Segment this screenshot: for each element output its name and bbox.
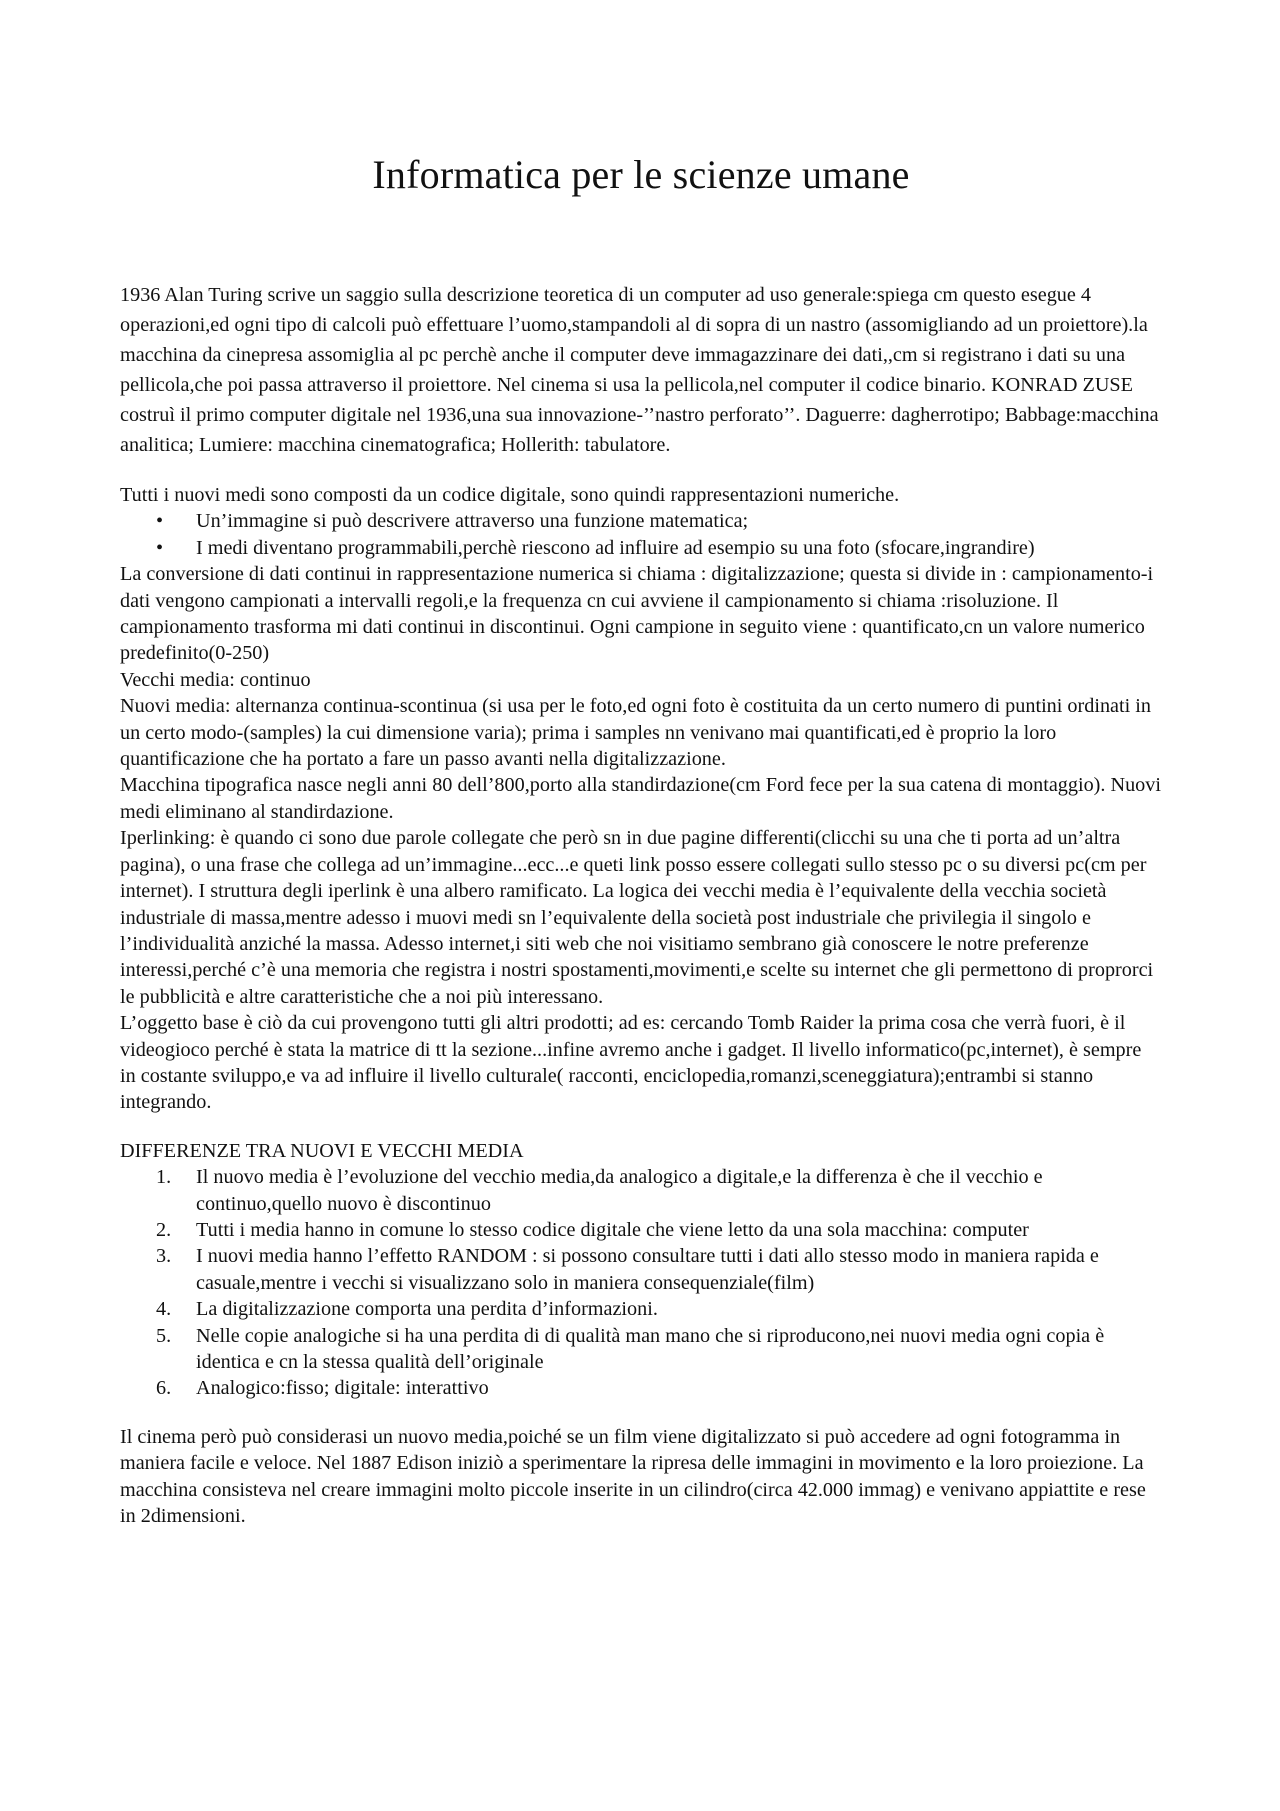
list-item-text: I nuovi media hanno l’effetto RANDOM : si possono consultare tutti i dati allo stesso modo in maniera rapida e casuale,mentre i vecchi si visualizzano solo in maniera consequenziale(film): [196, 1245, 1099, 1294]
list-number: 1.: [156, 1166, 172, 1189]
list-item: [156, 1164, 1162, 1217]
bullet-list: [120, 508, 1162, 561]
bullet-mark: •: [156, 536, 164, 559]
list-item: [156, 1296, 1162, 1322]
list-item: [156, 508, 1162, 534]
paragraph-digital-code: Tutti i nuovi medi sono composti da un codice digitale, sono quindi rappresentazioni numeriche.: [120, 484, 900, 506]
list-number: 4.: [156, 1298, 172, 1321]
paragraph-old-media: Vecchi media: continuo: [120, 668, 311, 691]
list-item-text: La digitalizzazione comporta una perdita d’informazioni.: [196, 1298, 658, 1321]
list-item-text: Analogico:fisso; digitale: interattivo: [196, 1377, 489, 1400]
list-number: 6.: [156, 1377, 172, 1400]
list-item: [156, 1243, 1162, 1296]
spacer: [120, 460, 1162, 482]
paragraph-hyperlinking: Iperlinking: è quando ci sono due parole collegate che però sn in due pagine differenti(clicchi su una che ti porta ad un’altra pagina), o una frase che collega ad un’immagine...ecc...e queti link posso essere collegati sullo stesso pc o su diversi pc(cm per internet). I struttura degli iperlink è una albero ramificato. La logica dei vecchi media è l’equivalente della vecchia società industriale di massa,mentre adesso i muovi medi sn l’equivalente della società post industriale che privilegia il singolo e l’individualità anziché la massa. Adesso internet,i siti web che noi visitiamo sembrano già conoscere le notre preferenze interessi,perché c’è una memoria che registra i nostri spostamenti,movimenti,e scelte su internet che gli permettono di proprorci le pubblicità e altre caratteristiche che a noi più interessano.: [120, 827, 1154, 1008]
paragraph-base-object: L’oggetto base è ciò da cui provengono tutti gli altri prodotti; ad es: cercando Tomb Raider la prima cosa che verrà fuori, è il videogioco perché è stata la matrice di tt la sezione...infine avremo anche i gadget. Il livello informatico(pc,internet), è sempre in costante sviluppo,e va ad influire il livello culturale( racconti, enciclopedia,romanzi,sceneggiatura);entrambi si stanno integrando.: [120, 1012, 1142, 1114]
paragraph-typography: Macchina tipografica nasce negli anni 80 dell’800,porto alla standirdazione(cm Ford fece per la sua catena di montaggio). Nuovi medi eliminano al standirdazione.: [120, 774, 1161, 823]
list-item-text: Un’immagine si può descrivere attraverso una funzione matematica;: [196, 510, 749, 533]
bullet-mark: •: [156, 510, 164, 533]
list-number: 3.: [156, 1245, 172, 1268]
page-title: Informatica per le scienze umane: [372, 152, 910, 197]
spacer: [120, 1116, 1162, 1138]
list-item-text: I medi diventano programmabili,perchè riescono ad influire ad esempio su una foto (sfocare,ingrandire): [196, 536, 1035, 559]
list-item: [156, 535, 1162, 561]
list-item: [156, 1375, 1162, 1401]
list-item: [156, 1217, 1162, 1243]
paragraph-turing: 1936 Alan Turing scrive un saggio sulla descrizione teoretica di un computer ad uso generale:spiega cm questo esegue 4 operazioni,ed ogni tipo di calcoli può effettuare l’uomo,stampandoli al di sopra di un nastro (assomigliando ad un proiettore).la macchina da cinepresa assomiglia al pc perchè anche il computer deve immagazzinare dei dati,,cm si registrano i dati su una pellicola,che poi passa attraverso il proiettore. Nel cinema si usa la pellicola,nel computer il codice binario. KONRAD ZUSE costruì il primo computer digitale nel 1936,una sua innovazione-’’nastro perforato’’. Daguerre: dagherrotipo; Babbage:macchina analitica; Lumiere: macchina cinematografica; Hollerith: tabulatore.: [120, 284, 1159, 456]
paragraph-new-media: Nuovi media: alternanza continua-scontinua (si usa per le foto,ed ogni foto è costituita da un certo numero di puntini ordinati in un certo modo-(samples) la cui dimensione varia); prima i samples nn venivano mai quantificati,ed è proprio la loro quantificazione che ha portato a fare un passo avanti nella digitalizzazione.: [120, 695, 1151, 771]
list-item: [156, 1323, 1162, 1376]
paragraph-digitalization: La conversione di dati continui in rappresentazione numerica si chiama : digitalizzazione; questa si divide in : campionamento-i dati vengono campionati a intervalli regoli,e la frequenza cn cui avviene il campionamento si chiama :risoluzione. Il campionamento trasforma mi dati continui in discontinui. Ogni campione in seguito viene : quantificato,cn un valore numerico predefinito(0-250): [120, 563, 1154, 665]
list-number: 2.: [156, 1218, 172, 1241]
section-heading: DIFFERENZE TRA NUOVI E VECCHI MEDIA: [120, 1139, 524, 1162]
numbered-list: [120, 1164, 1162, 1402]
list-item-text: Nelle copie analogiche si ha una perdita di di qualità man mano che si riproducono,nei nuovi media ogni copia è identica e cn la stessa qualità dell’originale: [196, 1324, 1105, 1373]
spacer: [120, 1402, 1162, 1424]
list-number: 5.: [156, 1324, 172, 1347]
list-item-text: Tutti i media hanno in comune lo stesso codice digitale che viene letto da una sola macchina: computer: [196, 1218, 1029, 1241]
list-item-text: Il nuovo media è l’evoluzione del vecchio media,da analogico a digitale,e la differenza è che il vecchio e continuo,quello nuovo è discontinuo: [196, 1166, 1043, 1215]
paragraph-cinema: Il cinema però può considerasi un nuovo media,poiché se un film viene digitalizzato si può accedere ad ogni fotogramma in maniera facile e veloce. Nel 1887 Edison iniziò a sperimentare la ripresa delle immagini in movimento e la loro proiezione. La macchina consisteva nel creare immagini molto piccole inserite in un cilindro(circa 42.000 immag) e venivano appiattite e rese in 2dimensioni.: [120, 1425, 1146, 1528]
